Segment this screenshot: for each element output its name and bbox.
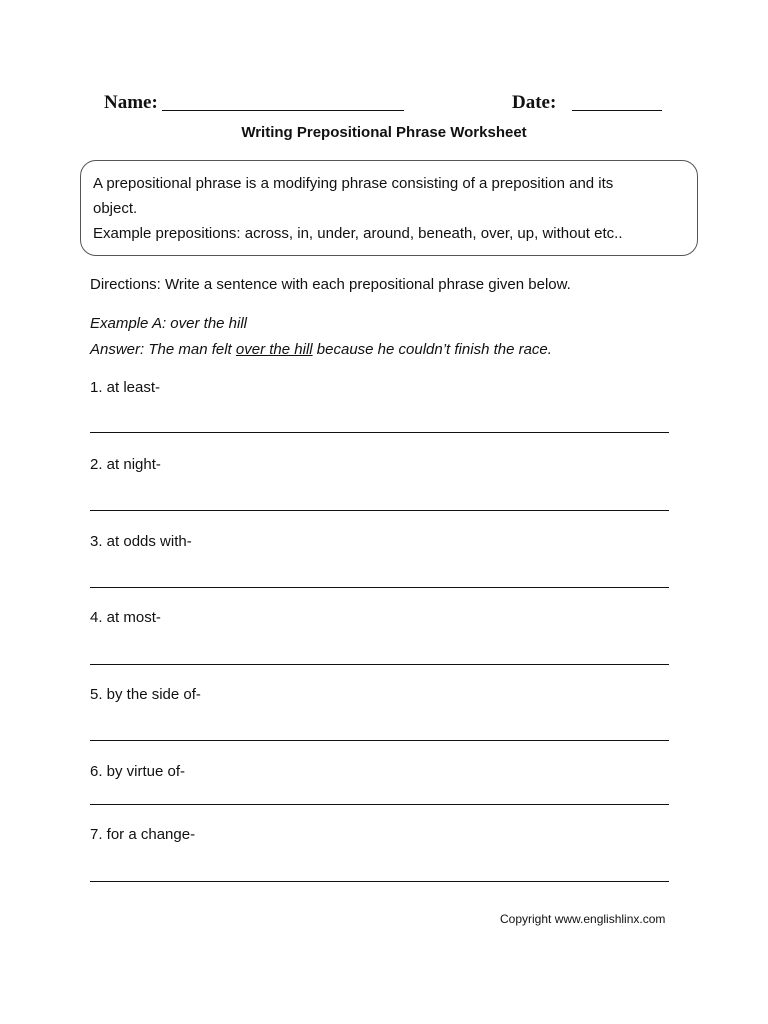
item-7-label: 7. for a change- — [90, 826, 196, 843]
example-answer-prefix: Answer: The man felt — [90, 341, 236, 358]
name-label: Name: — [104, 92, 158, 113]
item-6-answer-line[interactable] — [90, 804, 669, 805]
item-5-answer-line[interactable] — [90, 740, 669, 741]
date-answer-line — [572, 110, 662, 111]
item-1-label: 1. at least- — [90, 379, 161, 396]
item-6-label: 6. by virtue of- — [90, 763, 186, 780]
definition-line-1: A prepositional phrase is a modifying phrase consisting of a preposition and its — [93, 175, 614, 192]
example-prompt: Example A: over the hill — [90, 315, 248, 332]
example-prepositions: Example prepositions: across, in, under, around, beneath, over, up, without etc.. — [93, 225, 623, 242]
example-answer-suffix: because he couldn’t finish the race. — [312, 341, 552, 358]
item-1-answer-line[interactable] — [90, 432, 669, 433]
item-4-label: 4. at most- — [90, 609, 161, 626]
item-7-answer-line[interactable] — [90, 881, 669, 882]
directions-text: Directions: Write a sentence with each prepositional phrase given below. — [90, 276, 571, 293]
header-row — [104, 92, 664, 118]
copyright-text: Copyright www.englishlinx.com — [500, 912, 666, 926]
name-answer-line — [162, 110, 404, 111]
item-2-label: 2. at night- — [90, 456, 161, 473]
item-5-label: 5. by the side of- — [90, 686, 201, 703]
worksheet-title: Writing Prepositional Phrase Worksheet — [241, 124, 527, 141]
date-label: Date: — [512, 92, 557, 113]
definition-line-2: object. — [93, 200, 138, 217]
definition-box — [80, 160, 698, 256]
item-2-answer-line[interactable] — [90, 510, 669, 511]
example-answer-phrase: over the hill — [235, 341, 313, 358]
item-4-answer-line[interactable] — [90, 664, 669, 665]
example-answer — [90, 341, 552, 358]
item-3-answer-line[interactable] — [90, 587, 669, 588]
item-3-label: 3. at odds with- — [90, 533, 192, 550]
